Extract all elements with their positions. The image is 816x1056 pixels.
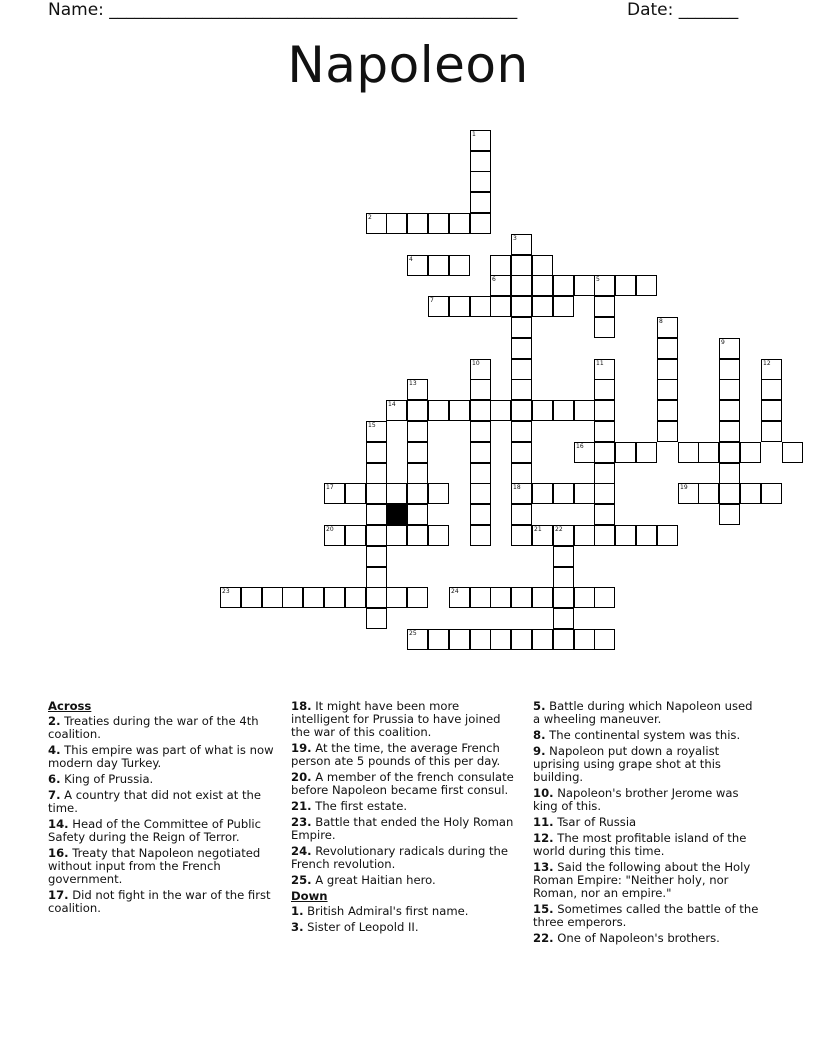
grid-cell[interactable]: [532, 400, 553, 421]
grid-cell[interactable]: [615, 275, 636, 296]
grid-cell[interactable]: [719, 338, 740, 359]
grid-cell[interactable]: [740, 483, 761, 504]
clue-number: 1: [472, 131, 476, 138]
grid-cell[interactable]: [719, 504, 740, 525]
across-heading: Across: [48, 699, 92, 713]
clue-number: 4: [409, 256, 413, 263]
grid-cell[interactable]: [615, 525, 636, 546]
grid-cell[interactable]: [657, 421, 678, 442]
clue-label: 22.: [533, 931, 554, 945]
grid-cell[interactable]: [761, 400, 782, 421]
clue-text: Tsar of Russia: [557, 815, 637, 829]
grid-cell[interactable]: [470, 629, 491, 650]
grid-cell[interactable]: [719, 483, 740, 504]
grid-cell[interactable]: [594, 483, 615, 504]
grid-cell[interactable]: [636, 442, 657, 463]
grid-cell[interactable]: [511, 587, 532, 608]
grid-cell[interactable]: [428, 400, 449, 421]
clue-text: The continental system was this.: [549, 728, 741, 742]
grid-cell[interactable]: [428, 213, 449, 234]
grid-cell[interactable]: [719, 400, 740, 421]
grid-cell[interactable]: [657, 525, 678, 546]
grid-cell[interactable]: [366, 525, 387, 546]
clue-number: 11: [596, 360, 604, 367]
clue-text: The first estate.: [315, 799, 408, 813]
clue: [533, 861, 759, 900]
clue-label: 16.: [48, 846, 69, 860]
clue-number: 8: [659, 318, 663, 325]
grid-cell[interactable]: [511, 504, 532, 525]
clue-label: 17.: [48, 888, 69, 902]
grid-cell[interactable]: [511, 338, 532, 359]
grid-cell[interactable]: [574, 275, 595, 296]
clue: [291, 874, 517, 887]
grid-cell[interactable]: [719, 421, 740, 442]
grid-cell[interactable]: [470, 463, 491, 484]
grid-cell[interactable]: [407, 379, 428, 400]
grid-cell[interactable]: [428, 525, 449, 546]
clue-label: 12.: [533, 831, 554, 845]
grid-cell[interactable]: [553, 629, 574, 650]
clue-label: 3.: [291, 920, 304, 934]
clue: [533, 787, 759, 813]
grid-cell[interactable]: [470, 171, 491, 192]
clue: [48, 889, 274, 915]
clue-number: 2: [368, 214, 372, 221]
clue-number: 6: [492, 276, 496, 283]
grid-cell[interactable]: [407, 213, 428, 234]
grid-cell[interactable]: [303, 587, 324, 608]
grid-cell[interactable]: [594, 442, 615, 463]
name-field-label: Name: ________________________________________________: [48, 0, 518, 20]
clue-label: 18.: [291, 699, 312, 713]
grid-cell[interactable]: [428, 629, 449, 650]
grid-cell[interactable]: [657, 359, 678, 380]
clue-number: 7: [430, 297, 434, 304]
clue-text: Sister of Leopold II.: [307, 920, 419, 934]
clue-text: Revolutionary radicals during the French revolution.: [291, 844, 509, 871]
grid-cell[interactable]: [594, 275, 615, 296]
grid-cell[interactable]: [594, 400, 615, 421]
grid-cell[interactable]: [574, 442, 595, 463]
grid-cell[interactable]: [594, 317, 615, 338]
clue-text: Napoleon put down a royalist uprising using grape shot at this building.: [533, 744, 721, 784]
clue-number: 3: [513, 235, 517, 242]
grid-cell[interactable]: [345, 525, 366, 546]
clue-text: A great Haitian hero.: [315, 873, 436, 887]
clue: [533, 816, 759, 829]
grid-cell[interactable]: [761, 379, 782, 400]
clue: [533, 832, 759, 858]
grid-cell[interactable]: [449, 400, 470, 421]
grid-cell[interactable]: [428, 255, 449, 276]
clue: [291, 742, 517, 768]
grid-cell[interactable]: [449, 629, 470, 650]
grid-cell[interactable]: [386, 213, 407, 234]
clue: [48, 744, 274, 770]
grid-cell[interactable]: [470, 421, 491, 442]
grid-cell[interactable]: [470, 587, 491, 608]
grid-cell[interactable]: [657, 379, 678, 400]
grid-cell[interactable]: [511, 296, 532, 317]
grid-cell[interactable]: [532, 275, 553, 296]
clue: [291, 700, 517, 739]
clue-label: 14.: [48, 817, 69, 831]
clue-label: 8.: [533, 728, 546, 742]
grid-cell[interactable]: [511, 359, 532, 380]
blocked-cell: [386, 504, 407, 525]
clue-number: 20: [326, 526, 334, 533]
grid-cell[interactable]: [407, 629, 428, 650]
grid-cell[interactable]: [594, 296, 615, 317]
grid-cell[interactable]: [532, 525, 553, 546]
puzzle-title: Napoleon: [287, 36, 529, 94]
grid-cell[interactable]: [511, 379, 532, 400]
clue-label: 21.: [291, 799, 312, 813]
clue-text: Treaties during the war of the 4th coalition.: [48, 714, 259, 741]
grid-cell[interactable]: [386, 400, 407, 421]
clue-text: Battle during which Napoleon used a wheeling maneuver.: [533, 699, 753, 726]
grid-cell[interactable]: [324, 525, 345, 546]
grid-cell[interactable]: [532, 629, 553, 650]
grid-cell[interactable]: [449, 255, 470, 276]
clue-label: 11.: [533, 815, 554, 829]
grid-cell[interactable]: [532, 296, 553, 317]
grid-cell[interactable]: [532, 255, 553, 276]
clue-label: 7.: [48, 788, 61, 802]
grid-cell[interactable]: [470, 151, 491, 172]
grid-cell[interactable]: [511, 275, 532, 296]
grid-cell[interactable]: [366, 463, 387, 484]
grid-cell[interactable]: [366, 421, 387, 442]
grid-cell[interactable]: [490, 275, 511, 296]
clue-number: 23: [222, 588, 230, 595]
clue-number: 14: [388, 401, 396, 408]
clue-number: 13: [409, 380, 417, 387]
grid-cell[interactable]: [511, 525, 532, 546]
grid-cell[interactable]: [719, 379, 740, 400]
grid-cell[interactable]: [366, 213, 387, 234]
clue-label: 5.: [533, 699, 546, 713]
grid-cell[interactable]: [698, 442, 719, 463]
clue: [533, 903, 759, 929]
clue-label: 2.: [48, 714, 61, 728]
clue-label: 13.: [533, 860, 554, 874]
clue-label: 20.: [291, 770, 312, 784]
grid-cell[interactable]: [553, 275, 574, 296]
grid-cell[interactable]: [532, 587, 553, 608]
grid-cell[interactable]: [553, 296, 574, 317]
grid-cell[interactable]: [657, 317, 678, 338]
grid-cell[interactable]: [366, 567, 387, 588]
grid-cell[interactable]: [532, 483, 553, 504]
grid-cell[interactable]: [490, 629, 511, 650]
clue: [533, 745, 759, 784]
grid-cell[interactable]: [470, 130, 491, 151]
clue: [48, 847, 274, 886]
clue-number: 19: [680, 484, 688, 491]
grid-cell[interactable]: [470, 379, 491, 400]
grid-cell[interactable]: [594, 421, 615, 442]
grid-cell[interactable]: [449, 587, 470, 608]
grid-cell[interactable]: [574, 587, 595, 608]
grid-cell[interactable]: [366, 587, 387, 608]
grid-cell[interactable]: [407, 587, 428, 608]
grid-cell[interactable]: [511, 629, 532, 650]
grid-cell[interactable]: [407, 504, 428, 525]
clue-label: 4.: [48, 743, 61, 757]
clue: [533, 729, 759, 742]
grid-cell[interactable]: [470, 504, 491, 525]
clue: [48, 715, 274, 741]
clue: [533, 700, 759, 726]
grid-cell[interactable]: [407, 463, 428, 484]
grid-cell[interactable]: [220, 587, 241, 608]
grid-cell[interactable]: [324, 483, 345, 504]
clue-label: 15.: [533, 902, 554, 916]
clue-number: 18: [513, 484, 521, 491]
grid-cell[interactable]: [553, 587, 574, 608]
grid-cell[interactable]: [345, 587, 366, 608]
clue-number: 9: [721, 339, 725, 346]
grid-cell[interactable]: [470, 400, 491, 421]
grid-cell[interactable]: [366, 442, 387, 463]
clue-number: 22: [555, 526, 563, 533]
grid-cell[interactable]: [657, 400, 678, 421]
grid-cell[interactable]: [262, 587, 283, 608]
grid-cell[interactable]: [553, 567, 574, 588]
grid-cell[interactable]: [615, 442, 636, 463]
clue-label: 1.: [291, 904, 304, 918]
grid-cell[interactable]: [407, 421, 428, 442]
clue-label: 25.: [291, 873, 312, 887]
grid-cell[interactable]: [470, 192, 491, 213]
clue-label: 23.: [291, 815, 312, 829]
grid-cell[interactable]: [407, 525, 428, 546]
clue-text: Battle that ended the Holy Roman Empire.: [291, 815, 514, 842]
grid-cell[interactable]: [345, 483, 366, 504]
grid-cell[interactable]: [449, 296, 470, 317]
grid-cell[interactable]: [407, 400, 428, 421]
grid-cell[interactable]: [574, 629, 595, 650]
grid-cell[interactable]: [470, 296, 491, 317]
grid-cell[interactable]: [594, 463, 615, 484]
grid-cell[interactable]: [511, 421, 532, 442]
grid-cell[interactable]: [761, 421, 782, 442]
grid-cell[interactable]: [594, 629, 615, 650]
clue-text: The most profitable island of the world during this time.: [533, 831, 747, 858]
clue-number: 10: [472, 360, 480, 367]
clue-text: Treaty that Napoleon negotiated without input from the French government.: [48, 846, 261, 886]
clue-text: A country that did not exist at the time.: [48, 788, 261, 815]
clue-label: 10.: [533, 786, 554, 800]
grid-cell[interactable]: [386, 525, 407, 546]
grid-cell[interactable]: [553, 483, 574, 504]
grid-cell[interactable]: [241, 587, 262, 608]
clue-text: At the time, the average French person ate 5 pounds of this per day.: [291, 741, 501, 768]
grid-cell[interactable]: [511, 442, 532, 463]
grid-cell[interactable]: [366, 483, 387, 504]
grid-cell[interactable]: [761, 359, 782, 380]
grid-cell[interactable]: [761, 483, 782, 504]
grid-cell[interactable]: [574, 483, 595, 504]
clue: [48, 789, 274, 815]
grid-cell[interactable]: [490, 255, 511, 276]
clue-number: 15: [368, 422, 376, 429]
clue: [291, 905, 517, 918]
clue: [291, 845, 517, 871]
grid-cell[interactable]: [386, 483, 407, 504]
grid-cell[interactable]: [511, 234, 532, 255]
clue-column-2: [291, 700, 517, 937]
down-heading: Down: [291, 889, 328, 903]
clue: [533, 932, 759, 945]
clue-text: A member of the french consulate before Napoleon became first consul.: [291, 770, 514, 797]
clue: [48, 818, 274, 844]
grid-cell[interactable]: [470, 442, 491, 463]
grid-cell[interactable]: [636, 275, 657, 296]
grid-cell[interactable]: [553, 400, 574, 421]
grid-cell[interactable]: [594, 379, 615, 400]
clue-number: 5: [596, 276, 600, 283]
grid-cell[interactable]: [490, 296, 511, 317]
grid-cell[interactable]: [698, 483, 719, 504]
clue: [291, 800, 517, 813]
grid-cell[interactable]: [740, 442, 761, 463]
clue-number: 17: [326, 484, 334, 491]
grid-cell[interactable]: [470, 525, 491, 546]
grid-cell[interactable]: [324, 587, 345, 608]
clue-number: 24: [451, 588, 459, 595]
clue-text: King of Prussia.: [64, 772, 154, 786]
grid-cell[interactable]: [594, 587, 615, 608]
grid-cell[interactable]: [719, 442, 740, 463]
clue-label: 6.: [48, 772, 61, 786]
clue-text: Did not fight in the war of the first coalition.: [48, 888, 271, 915]
grid-cell[interactable]: [407, 255, 428, 276]
grid-cell[interactable]: [719, 359, 740, 380]
clue: [291, 921, 517, 934]
clue-text: Napoleon's brother Jerome was king of this.: [533, 786, 739, 813]
clue-text: Said the following about the Holy Roman Empire: "Neither holy, nor Roman, nor an empire.": [533, 860, 751, 900]
clue-column-1: [48, 700, 274, 918]
grid-cell[interactable]: [511, 400, 532, 421]
grid-cell[interactable]: [511, 463, 532, 484]
grid-cell[interactable]: [470, 213, 491, 234]
clue-column-3: [533, 700, 759, 948]
clue: [291, 816, 517, 842]
clue-label: 9.: [533, 744, 546, 758]
grid-cell[interactable]: [386, 587, 407, 608]
grid-cell[interactable]: [636, 525, 657, 546]
grid-cell[interactable]: [490, 587, 511, 608]
grid-cell[interactable]: [574, 400, 595, 421]
grid-cell[interactable]: [511, 483, 532, 504]
grid-cell[interactable]: [594, 525, 615, 546]
grid-cell[interactable]: [366, 608, 387, 629]
grid-cell[interactable]: [553, 608, 574, 629]
grid-cell[interactable]: [657, 338, 678, 359]
clue: [291, 771, 517, 797]
grid-cell[interactable]: [449, 213, 470, 234]
grid-cell[interactable]: [428, 296, 449, 317]
clue: [48, 773, 274, 786]
clue-text: Head of the Committee of Public Safety during the Reign of Terror.: [48, 817, 262, 844]
grid-cell[interactable]: [553, 546, 574, 567]
grid-cell[interactable]: [407, 442, 428, 463]
grid-cell[interactable]: [366, 504, 387, 525]
grid-cell[interactable]: [594, 504, 615, 525]
grid-cell[interactable]: [782, 442, 803, 463]
grid-cell[interactable]: [366, 546, 387, 567]
grid-cell[interactable]: [490, 400, 511, 421]
grid-cell[interactable]: [407, 483, 428, 504]
clue-label: 19.: [291, 741, 312, 755]
clue-text: One of Napoleon's brothers.: [557, 931, 720, 945]
clue-label: 24.: [291, 844, 312, 858]
grid-cell[interactable]: [511, 317, 532, 338]
grid-cell[interactable]: [470, 483, 491, 504]
clue-text: British Admiral's first name.: [307, 904, 469, 918]
clue-number: 12: [763, 360, 771, 367]
clue-number: 21: [534, 526, 542, 533]
grid-cell[interactable]: [594, 359, 615, 380]
clue-number: 16: [576, 443, 584, 450]
grid-cell[interactable]: [678, 483, 699, 504]
grid-cell[interactable]: [470, 359, 491, 380]
grid-cell[interactable]: [719, 463, 740, 484]
date-field-label: Date: _______: [627, 0, 739, 20]
clue-text: This empire was part of what is now modern day Turkey.: [48, 743, 274, 770]
grid-cell[interactable]: [574, 525, 595, 546]
grid-cell[interactable]: [553, 525, 574, 546]
grid-cell[interactable]: [282, 587, 303, 608]
clue-number: 25: [409, 630, 417, 637]
grid-cell[interactable]: [678, 442, 699, 463]
grid-cell[interactable]: [511, 255, 532, 276]
clue-text: It might have been more intelligent for Prussia to have joined the war of this coalition.: [291, 699, 501, 739]
grid-cell[interactable]: [428, 483, 449, 504]
clue-text: Sometimes called the battle of the three emperors.: [533, 902, 759, 929]
